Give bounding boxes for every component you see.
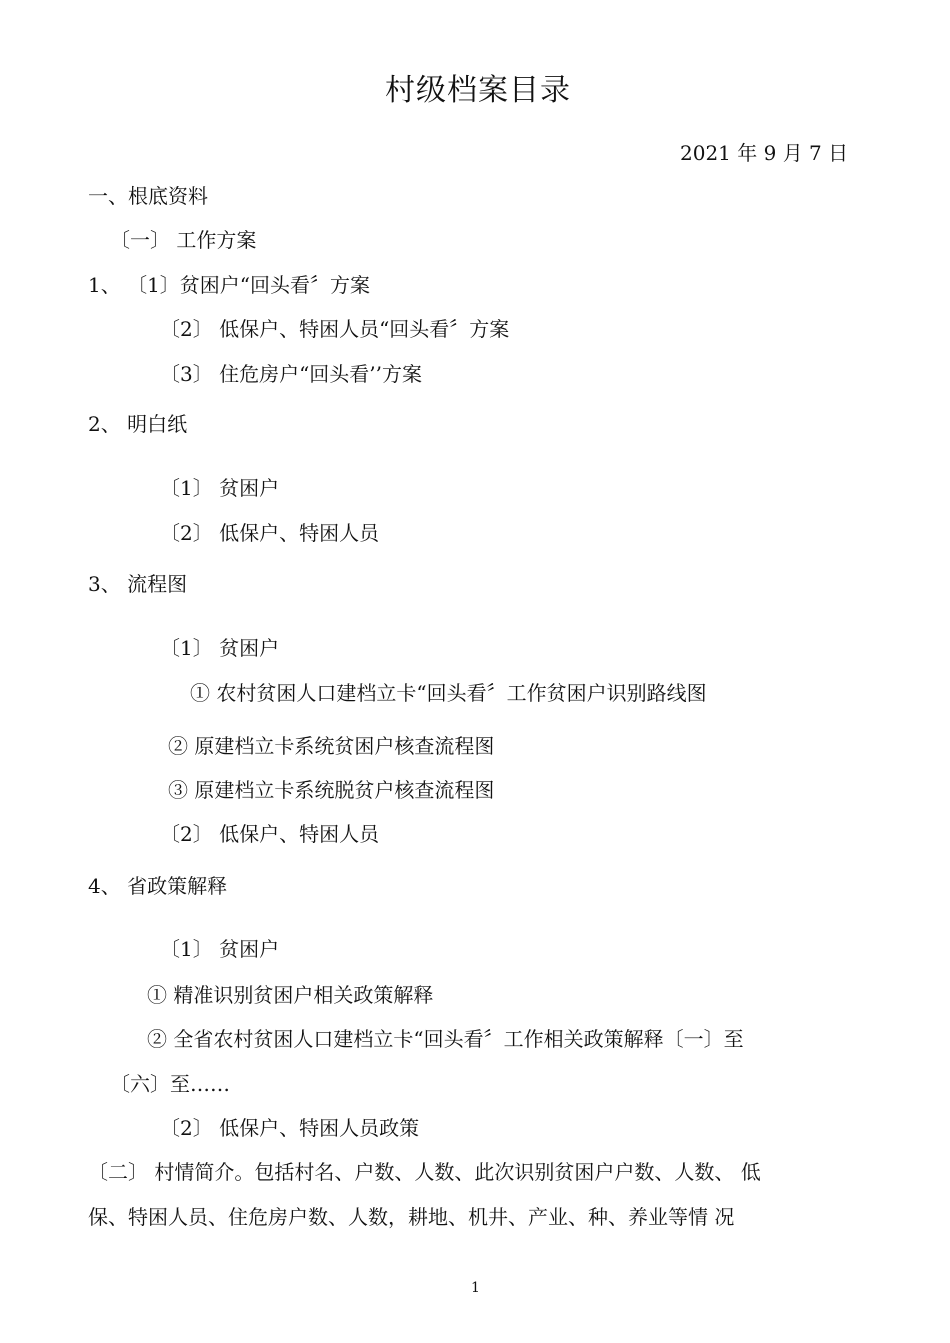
page-number: 1 <box>471 1280 480 1296</box>
document-date: 2021 年 9 月 7 日 <box>680 141 849 165</box>
list-item: 〔2〕 低保户、特困人员 <box>160 822 380 846</box>
list-item: ① 精准识别贫困户相关政策解释 <box>147 983 434 1007</box>
paragraph-line: 保、特困人员、住危房户数、人数，耕地、机井、产业、种、养业等情 况 <box>88 1205 735 1229</box>
list-item: 〔六〕至…… <box>110 1072 230 1096</box>
paragraph-line: 〔二〕 村情简介。包括村名、户数、人数、此次识别贫困户户数、人数、 低 <box>88 1160 761 1184</box>
subsection-heading: 〔一〕 工作方案 <box>110 228 257 252</box>
list-item: 〔2〕 低保户、特困人员“回头看〞方案 <box>160 317 510 341</box>
document-title: 村级档案目录 <box>385 73 571 108</box>
list-item: ② 原建档立卡系统贫困户核查流程图 <box>168 734 495 758</box>
list-item: 〔3〕 住危房户“回头看’’方案 <box>160 362 423 386</box>
list-item: 3、 流程图 <box>88 572 188 596</box>
list-item: 〔2〕 低保户、特困人员政策 <box>160 1116 420 1140</box>
list-item: 〔1〕 贫困户 <box>160 476 280 500</box>
list-item: 〔1〕 贫困户 <box>160 937 280 961</box>
list-item: ① 农村贫困人口建档立卡“回头看〞工作贫困户识别路线图 <box>190 681 707 705</box>
list-item: 1、 〔1〕贫困户“回头看〞方案 <box>88 273 371 297</box>
list-item: ③ 原建档立卡系统脱贫户核查流程图 <box>168 778 495 802</box>
section-heading: 一、根底资料 <box>88 184 208 208</box>
list-item: 〔2〕 低保户、特困人员 <box>160 521 380 545</box>
list-item: 〔1〕 贫困户 <box>160 636 280 660</box>
list-item: 4、 省政策解释 <box>88 874 228 898</box>
list-item: 2、 明白纸 <box>88 412 188 436</box>
list-item: ② 全省农村贫困人口建档立卡“回头看〞工作相关政策解释〔一〕至 <box>147 1027 744 1051</box>
